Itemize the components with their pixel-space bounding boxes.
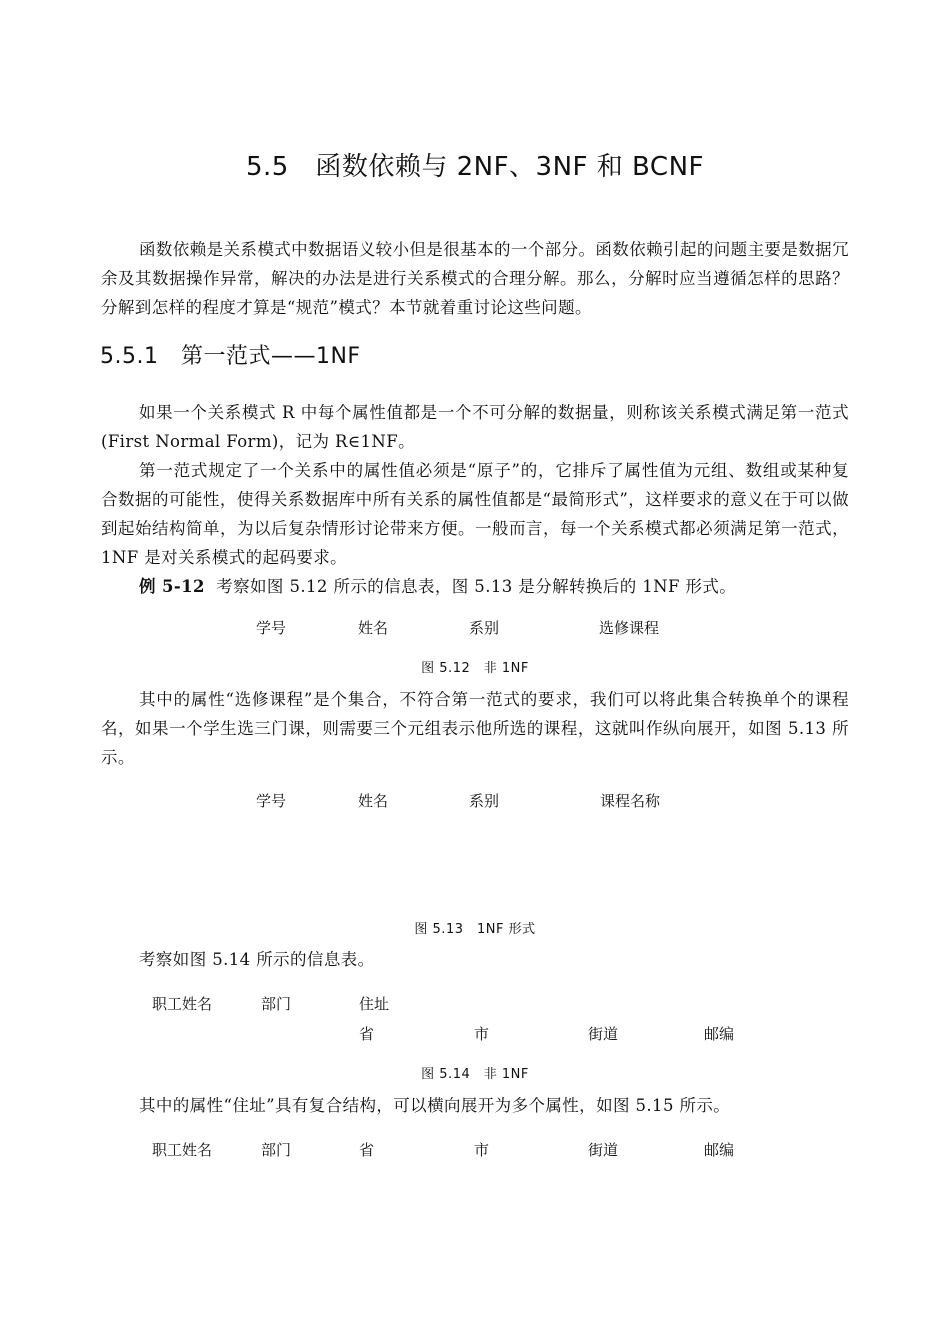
example-label: 例 5-12 — [139, 577, 205, 596]
table-header: 市 — [474, 1141, 490, 1159]
table-header: 部门 — [261, 1141, 292, 1159]
table-header: 邮编 — [704, 1141, 735, 1159]
table-header: 姓名 — [358, 619, 389, 637]
table-header: 街道 — [588, 1141, 619, 1159]
table-subheader: 市 — [474, 1025, 490, 1043]
composite-paragraph: 其中的属性“住址”具有复合结构，可以横向展开为多个属性，如图 5.15 所示。 — [139, 1096, 731, 1115]
example-text: 考察如图 5.12 所示的信息表，图 5.13 是分解转换后的 1NF 形式。 — [216, 577, 737, 596]
explanation-paragraph: 第一范式规定了一个关系中的属性值必须是“原子”的，它排斥了属性值为元组、数组或某种复合数据的可能性，使得关系数据库中所有关系的属性值都是“最简形式”，这样要求的意义在于可以做到起始结构简单，为以后复杂情形讨论带来方便。一般而言，每一个关系模式都必须满足第一范式，1NF 是对关系模式的起码要求。 — [101, 461, 849, 567]
table-subheader: 邮编 — [704, 1025, 735, 1043]
table-header: 课程名称 — [600, 792, 661, 810]
definition-paragraph: 如果一个关系模式 R 中每个属性值都是一个不可分解的数据量，则称该关系模式满足第一范式(First Normal Form)，记为 R∈1NF。 — [101, 403, 849, 451]
table-header: 系别 — [469, 792, 500, 810]
section-title: 5.5 函数依赖与 2NF、3NF 和 BCNF — [246, 152, 704, 182]
table-header: 学号 — [256, 792, 287, 810]
table-subheader: 街道 — [588, 1025, 619, 1043]
intro-paragraph: 函数依赖是关系模式中数据语义较小但是很基本的一个部分。函数依赖引起的问题主要是数据冗余及其数据操作异常，解决的办法是进行关系模式的合理分解。那么，分解时应当遵循怎样的思路？分解到怎样的程度才算是“规范”模式？本节就着重讨论这些问题。 — [101, 240, 849, 317]
table-header: 职工姓名 — [152, 1141, 213, 1159]
table-header: 学号 — [256, 619, 287, 637]
subsection-title: 5.5.1 第一范式——1NF — [100, 344, 361, 369]
table-header: 职工姓名 — [152, 995, 213, 1013]
table-header: 选修课程 — [599, 619, 660, 637]
figure-5-12-caption: 图 5.12 非 1NF — [421, 661, 529, 676]
table-subheader: 省 — [359, 1025, 375, 1043]
figure-5-14-caption: 图 5.14 非 1NF — [421, 1067, 529, 1082]
table-header: 部门 — [261, 995, 292, 1013]
example-paragraph — [101, 572, 849, 601]
table-header: 住址 — [359, 995, 390, 1013]
table-header: 省 — [359, 1141, 375, 1159]
table-header: 系别 — [469, 619, 500, 637]
table-header: 姓名 — [358, 792, 389, 810]
inspect-paragraph: 考察如图 5.14 所示的信息表。 — [139, 950, 375, 969]
figure-5-13-caption: 图 5.13 1NF 形式 — [414, 922, 536, 937]
collection-paragraph: 其中的属性“选修课程”是个集合，不符合第一范式的要求，我们可以将此集合转换单个的课程名，如果一个学生选三门课，则需要三个元组表示他所选的课程，这就叫作纵向展开，如图 5.13 所示。 — [101, 690, 849, 767]
